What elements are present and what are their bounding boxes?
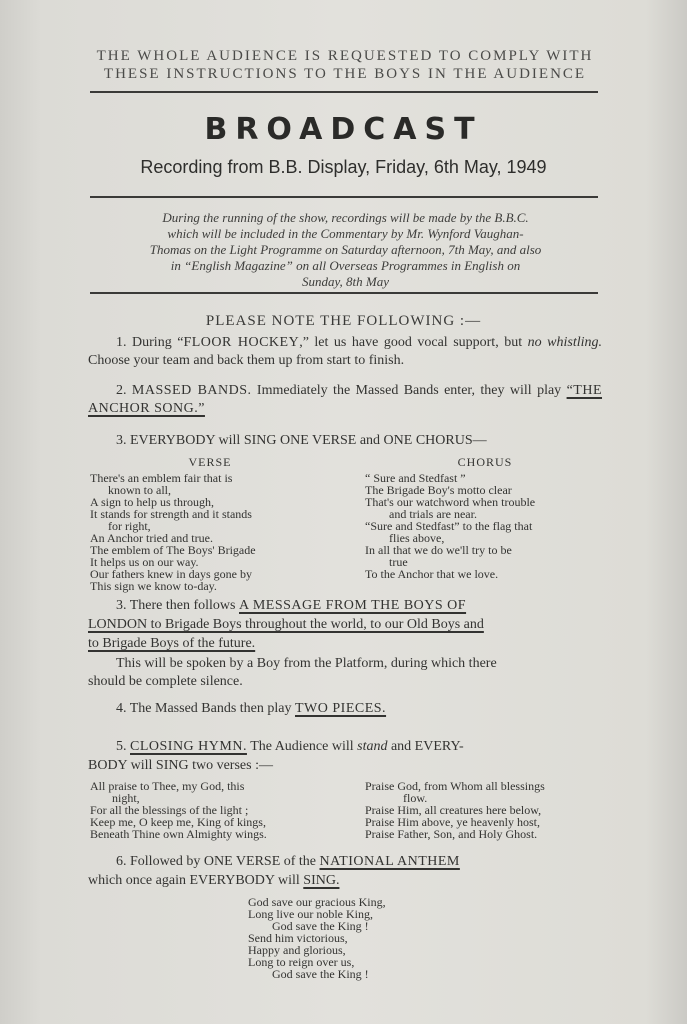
silence-line-2: should be complete silence. xyxy=(88,674,243,689)
anthem-line: God save the King ! xyxy=(272,967,369,981)
item-closing-hymn xyxy=(88,737,606,775)
closing-hymn-caps: CLOSING HYMN. xyxy=(130,739,247,754)
hymn-line: All praise to Thee, my God, this xyxy=(90,779,245,793)
item-number: 4. xyxy=(116,701,127,716)
intro-line-4: in “English Magazine” on all Overseas Programmes in English on xyxy=(170,258,521,273)
anthem-line: Send him victorious, xyxy=(248,931,348,945)
anthem-verse xyxy=(248,896,508,980)
chorus-line: “Sure and Stedfast” to the flag that xyxy=(365,519,533,533)
chorus-line: That's our watchword when trouble xyxy=(365,495,536,509)
item-massed-bands xyxy=(88,382,602,418)
chorus-line: The Brigade Boy's motto clear xyxy=(365,483,512,497)
hymn-line: Praise God, from Whom all blessings xyxy=(365,779,545,793)
item-text: During “ xyxy=(132,335,184,350)
verse-line: It helps us on our way. xyxy=(90,555,199,569)
verse-line: This sign we know to-day. xyxy=(90,579,217,593)
divider-intro xyxy=(90,292,598,294)
item-text: Followed by ONE VERSE of the xyxy=(130,854,320,869)
page-subtitle: Recording from B.B. Display, Friday, 6th May, 1949 xyxy=(140,157,547,177)
no-whistling-italic: no whistling. xyxy=(527,335,603,350)
anthem-line-2 xyxy=(88,871,608,890)
item-floor-hockey xyxy=(88,334,602,370)
anthem-line-1 xyxy=(88,852,608,871)
chorus-text xyxy=(365,472,610,580)
item-message xyxy=(88,596,606,653)
intro-line-3: Thomas on the Light Programme on Saturday afternoon, 7th May, and also xyxy=(149,242,542,257)
anthem-line: Happy and glorious, xyxy=(248,943,346,957)
item-text: There then follows xyxy=(129,598,239,613)
intro-line-5: Sunday, 8th May xyxy=(301,274,389,289)
item-number: 3. xyxy=(116,433,127,448)
page-title: BROADCAST xyxy=(204,112,483,147)
audience-notice xyxy=(60,47,630,83)
hymn-verse-left xyxy=(90,780,340,840)
item-number: 3. xyxy=(116,598,127,613)
silence-line-1: This will be spoken by a Boy from the Platform, during which there xyxy=(116,656,497,671)
chorus-line: and trials are near. xyxy=(389,507,477,521)
item-text: Choose your team and back them up from start to finish. xyxy=(88,353,405,368)
item-text: and EVERY- xyxy=(387,739,464,754)
hymn-line: Praise Him above, ye heavenly host, xyxy=(365,815,540,829)
item-silence-note xyxy=(88,655,606,691)
item-national-anthem xyxy=(88,852,608,890)
chorus-line: “ Sure and Stedfast ” xyxy=(365,471,466,485)
hymn-line: Beneath Thine own Almighty wings. xyxy=(90,827,267,841)
item-two-pieces xyxy=(116,700,606,718)
anchor-song-title: “THE ANCHOR SONG.” xyxy=(88,383,603,416)
chorus-line: flies above, xyxy=(389,531,445,545)
stand-italic: stand xyxy=(357,739,388,754)
massed-bands-caps: MASSED BANDS. xyxy=(131,383,252,398)
message-title: A MESSAGE FROM THE BOYS OF xyxy=(239,598,467,613)
hymn-line: For all the blessings of the light ; xyxy=(90,803,249,817)
chorus-line: To the Anchor that we love. xyxy=(365,567,499,581)
item-number: 1. xyxy=(116,335,127,350)
hymn-line: Praise Him, all creatures here below, xyxy=(365,803,542,817)
message-line-2: LONDON to Brigade Boys throughout the world, to our Old Boys and xyxy=(88,617,484,632)
national-anthem-caps: NATIONAL ANTHEM xyxy=(319,854,460,869)
hymn-line: night, xyxy=(112,791,140,805)
anthem-line: Long live our noble King, xyxy=(248,907,373,921)
intro-line-1: During the running of the show, recordings will be made by the B.B.C. xyxy=(162,210,529,225)
message-line-3: to Brigade Boys of the future. xyxy=(88,636,256,651)
intro-line-2: which will be included in the Commentary by Mr. Wynford Vaughan- xyxy=(167,226,524,241)
item-text: Immediately the Massed Bands enter, they xyxy=(251,383,505,398)
verse-heading: VERSE xyxy=(188,455,232,469)
audience-notice-line-1: THE WHOLE AUDIENCE IS REQUESTED TO COMPLY WITH xyxy=(96,48,594,64)
verse-line: A sign to help us through, xyxy=(90,495,215,509)
hymn-line: Keep me, O keep me, King of kings, xyxy=(90,815,266,829)
hymn-verse-right xyxy=(365,780,615,840)
anthem-line: God save the King ! xyxy=(272,919,369,933)
chorus-line: In all that we do we'll try to be xyxy=(365,543,512,557)
message-line-1 xyxy=(88,596,606,615)
item-number: 5. xyxy=(116,739,127,754)
divider-top xyxy=(90,91,598,93)
item-text: The Massed Bands then play xyxy=(129,701,295,716)
anthem-line: Long to reign over us, xyxy=(248,955,355,969)
verse-line: Our fathers knew in days gone by xyxy=(90,567,252,581)
verse-text xyxy=(90,472,335,592)
chorus-heading: CHORUS xyxy=(457,455,513,469)
hymn-line-2: BODY will SING two verses :— xyxy=(88,758,273,773)
verse-line: There's an emblem fair that is xyxy=(90,471,233,485)
verse-line: for right, xyxy=(108,519,151,533)
verse-line: The emblem of The Boys' Brigade xyxy=(90,543,256,557)
verse-line: An Anchor tried and true. xyxy=(90,531,213,545)
item-text: EVERYBODY will SING ONE VERSE and ONE CHORUS— xyxy=(130,433,487,448)
item-number: 2. xyxy=(116,383,127,398)
audience-notice-line-2: THESE INSTRUCTIONS TO THE BOYS IN THE AUDIENCE xyxy=(103,66,587,82)
please-note-heading: PLEASE NOTE THE FOLLOWING :— xyxy=(205,313,482,329)
hymn-line-1 xyxy=(88,737,606,756)
item-number: 6. xyxy=(116,854,127,869)
broadcast-intro xyxy=(88,210,603,290)
divider-subtitle xyxy=(90,196,598,198)
item-text: will play xyxy=(509,383,567,398)
sing-caps: SING. xyxy=(303,873,340,888)
two-pieces-caps: TWO PIECES. xyxy=(295,701,387,716)
item-text: which once again EVERYBODY will xyxy=(88,873,304,888)
verse-line: It stands for strength and it stands xyxy=(90,507,252,521)
item-text: ,” let us have good vocal support, but xyxy=(299,335,523,350)
verse-line: known to all, xyxy=(108,483,171,497)
hymn-line: Praise Father, Son, and Holy Ghost. xyxy=(365,827,538,841)
item-verse-chorus xyxy=(116,432,606,450)
chorus-line: true xyxy=(389,555,408,569)
anthem-line: God save our gracious King, xyxy=(248,895,386,909)
floor-hockey-caps: FLOOR HOCKEY xyxy=(183,335,300,350)
item-text: The Audience will xyxy=(246,739,358,754)
hymn-line: flow. xyxy=(403,791,428,805)
